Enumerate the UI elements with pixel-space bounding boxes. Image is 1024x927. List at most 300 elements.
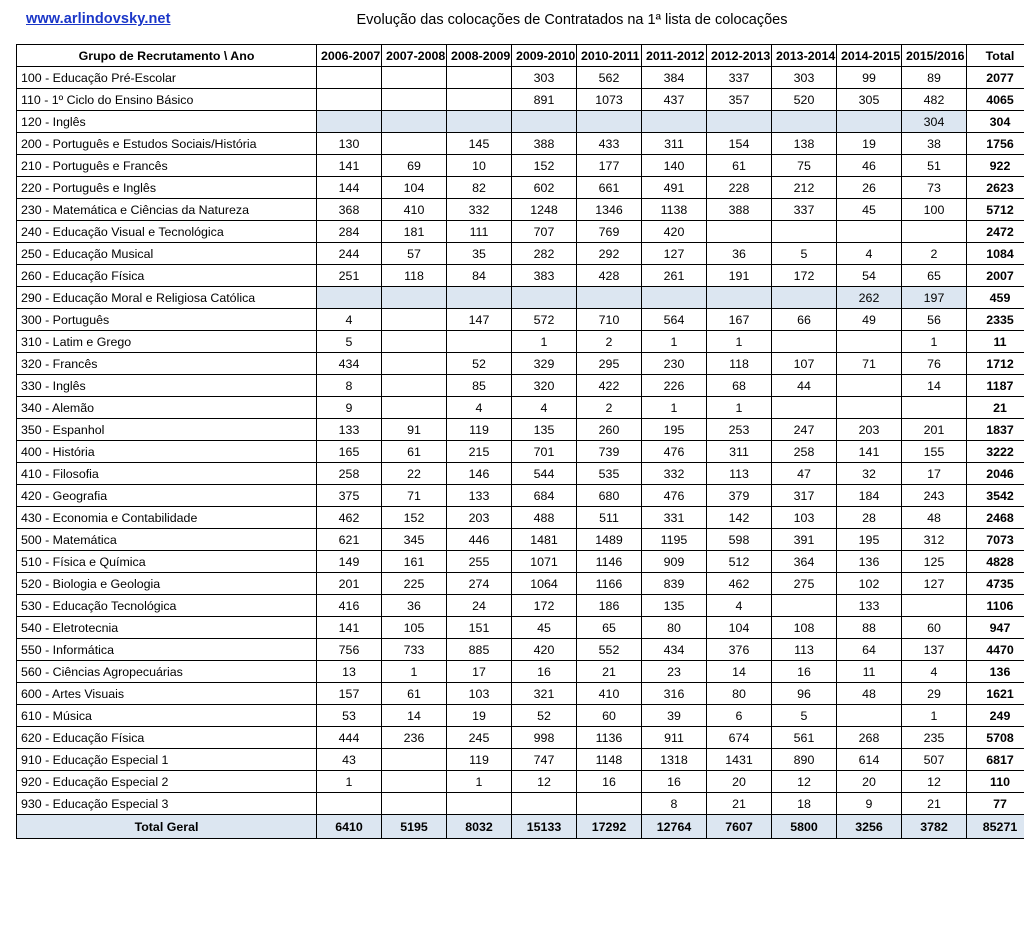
cell-value: 119 xyxy=(447,749,512,771)
cell-value: 303 xyxy=(772,67,837,89)
cell-value: 60 xyxy=(577,705,642,727)
cell-value: 2 xyxy=(902,243,967,265)
cell-value: 337 xyxy=(772,199,837,221)
row-label: 210 - Português e Francês xyxy=(17,155,317,177)
table-body xyxy=(17,67,1024,839)
cell-value: 43 xyxy=(317,749,382,771)
cell-value: 11 xyxy=(837,661,902,683)
cell-value: 60 xyxy=(902,617,967,639)
table-row xyxy=(17,265,1024,287)
cell-value: 149 xyxy=(317,551,382,573)
cell-value: 251 xyxy=(317,265,382,287)
row-total: 1712 xyxy=(967,353,1024,375)
row-total: 2007 xyxy=(967,265,1024,287)
cell-value: 172 xyxy=(512,595,577,617)
cell-value: 284 xyxy=(317,221,382,243)
row-total: 1756 xyxy=(967,133,1024,155)
cell-value: 602 xyxy=(512,177,577,199)
cell-value: 511 xyxy=(577,507,642,529)
cell-value: 1166 xyxy=(577,573,642,595)
cell-value: 119 xyxy=(447,419,512,441)
table-row xyxy=(17,89,1024,111)
cell-value: 998 xyxy=(512,727,577,749)
cell-value: 1 xyxy=(512,331,577,353)
cell-value: 22 xyxy=(382,463,447,485)
grand-total-cell: 15133 xyxy=(512,815,577,839)
row-total: 922 xyxy=(967,155,1024,177)
cell-value xyxy=(447,89,512,111)
cell-value: 331 xyxy=(642,507,707,529)
cell-value: 552 xyxy=(577,639,642,661)
row-total: 11 xyxy=(967,331,1024,353)
cell-value: 303 xyxy=(512,67,577,89)
cell-value: 65 xyxy=(577,617,642,639)
cell-value: 2 xyxy=(577,331,642,353)
table-row xyxy=(17,573,1024,595)
cell-value: 18 xyxy=(772,793,837,815)
cell-value xyxy=(772,287,837,309)
cell-value: 197 xyxy=(902,287,967,309)
cell-value: 53 xyxy=(317,705,382,727)
cell-value: 127 xyxy=(642,243,707,265)
cell-value: 104 xyxy=(382,177,447,199)
cell-value: 1481 xyxy=(512,529,577,551)
row-total: 1084 xyxy=(967,243,1024,265)
row-total: 459 xyxy=(967,287,1024,309)
cell-value: 113 xyxy=(707,463,772,485)
cell-value: 96 xyxy=(772,683,837,705)
cell-value xyxy=(837,397,902,419)
cell-value: 133 xyxy=(317,419,382,441)
row-total: 249 xyxy=(967,705,1024,727)
cell-value: 476 xyxy=(642,485,707,507)
cell-value: 462 xyxy=(317,507,382,529)
cell-value: 16 xyxy=(512,661,577,683)
row-total: 6817 xyxy=(967,749,1024,771)
table-row xyxy=(17,375,1024,397)
cell-value: 103 xyxy=(772,507,837,529)
cell-value: 379 xyxy=(707,485,772,507)
cell-value: 410 xyxy=(577,683,642,705)
cell-value: 462 xyxy=(707,573,772,595)
table-row xyxy=(17,661,1024,683)
cell-value xyxy=(837,221,902,243)
column-header-2008-2009: 2008-2009 xyxy=(447,45,512,67)
cell-value: 80 xyxy=(707,683,772,705)
row-total: 2077 xyxy=(967,67,1024,89)
row-total: 2623 xyxy=(967,177,1024,199)
cell-value: 152 xyxy=(382,507,447,529)
row-label: 550 - Informática xyxy=(17,639,317,661)
row-total: 4828 xyxy=(967,551,1024,573)
row-label: 560 - Ciências Agropecuárias xyxy=(17,661,317,683)
cell-value xyxy=(382,67,447,89)
cell-value xyxy=(382,771,447,793)
cell-value: 19 xyxy=(837,133,902,155)
column-header-2011-2012: 2011-2012 xyxy=(642,45,707,67)
cell-value: 4 xyxy=(447,397,512,419)
cell-value: 102 xyxy=(837,573,902,595)
row-total: 2472 xyxy=(967,221,1024,243)
cell-value: 191 xyxy=(707,265,772,287)
cell-value: 332 xyxy=(642,463,707,485)
row-label: 610 - Música xyxy=(17,705,317,727)
table-row xyxy=(17,551,1024,573)
cell-value: 172 xyxy=(772,265,837,287)
cell-value: 201 xyxy=(317,573,382,595)
cell-value: 61 xyxy=(707,155,772,177)
row-label: 200 - Português e Estudos Sociais/História xyxy=(17,133,317,155)
cell-value: 544 xyxy=(512,463,577,485)
cell-value: 84 xyxy=(447,265,512,287)
cell-value: 1071 xyxy=(512,551,577,573)
cell-value: 701 xyxy=(512,441,577,463)
cell-value xyxy=(317,793,382,815)
cell-value: 203 xyxy=(447,507,512,529)
cell-value xyxy=(772,595,837,617)
cell-value xyxy=(837,111,902,133)
cell-value: 49 xyxy=(837,309,902,331)
grand-total-cell: 7607 xyxy=(707,815,772,839)
cell-value: 146 xyxy=(447,463,512,485)
cell-value: 253 xyxy=(707,419,772,441)
table-row xyxy=(17,155,1024,177)
cell-value: 262 xyxy=(837,287,902,309)
cell-value: 130 xyxy=(317,133,382,155)
cell-value: 674 xyxy=(707,727,772,749)
table-row xyxy=(17,485,1024,507)
cell-value: 507 xyxy=(902,749,967,771)
cell-value: 598 xyxy=(707,529,772,551)
row-total: 1837 xyxy=(967,419,1024,441)
row-total: 5712 xyxy=(967,199,1024,221)
cell-value: 13 xyxy=(317,661,382,683)
table-row xyxy=(17,441,1024,463)
cell-value xyxy=(772,221,837,243)
cell-value xyxy=(317,89,382,111)
cell-value: 1318 xyxy=(642,749,707,771)
page-title: Evolução das colocações de Contratados na 1ª lista de colocações xyxy=(356,12,788,28)
row-label: 520 - Biologia e Geologia xyxy=(17,573,317,595)
table-row xyxy=(17,771,1024,793)
cell-value: 255 xyxy=(447,551,512,573)
cell-value xyxy=(382,89,447,111)
cell-value: 520 xyxy=(772,89,837,111)
row-label: 500 - Matemática xyxy=(17,529,317,551)
cell-value xyxy=(902,221,967,243)
cell-value xyxy=(447,287,512,309)
row-total: 136 xyxy=(967,661,1024,683)
cell-value: 5 xyxy=(772,705,837,727)
cell-value: 433 xyxy=(577,133,642,155)
cell-value: 1 xyxy=(707,331,772,353)
cell-value xyxy=(382,397,447,419)
cell-value: 135 xyxy=(642,595,707,617)
row-label: 910 - Educação Especial 1 xyxy=(17,749,317,771)
row-label: 530 - Educação Tecnológica xyxy=(17,595,317,617)
cell-value: 47 xyxy=(772,463,837,485)
cell-value xyxy=(642,287,707,309)
cell-value: 16 xyxy=(642,771,707,793)
row-label: 340 - Alemão xyxy=(17,397,317,419)
row-label: 260 - Educação Física xyxy=(17,265,317,287)
cell-value: 420 xyxy=(642,221,707,243)
cell-value: 909 xyxy=(642,551,707,573)
row-total: 21 xyxy=(967,397,1024,419)
cell-value xyxy=(382,331,447,353)
cell-value: 154 xyxy=(707,133,772,155)
cell-value: 118 xyxy=(382,265,447,287)
cell-value: 125 xyxy=(902,551,967,573)
cell-value: 82 xyxy=(447,177,512,199)
cell-value: 9 xyxy=(837,793,902,815)
cell-value: 739 xyxy=(577,441,642,463)
cell-value: 157 xyxy=(317,683,382,705)
cell-value: 268 xyxy=(837,727,902,749)
row-total: 2046 xyxy=(967,463,1024,485)
row-label: 250 - Educação Musical xyxy=(17,243,317,265)
cell-value: 16 xyxy=(772,661,837,683)
cell-value: 48 xyxy=(902,507,967,529)
cell-value: 388 xyxy=(512,133,577,155)
table-row xyxy=(17,507,1024,529)
cell-value: 28 xyxy=(837,507,902,529)
cell-value: 108 xyxy=(772,617,837,639)
cell-value: 21 xyxy=(577,661,642,683)
column-header-2007-2008: 2007-2008 xyxy=(382,45,447,67)
cell-value: 710 xyxy=(577,309,642,331)
cell-value: 105 xyxy=(382,617,447,639)
cell-value: 236 xyxy=(382,727,447,749)
cell-value: 488 xyxy=(512,507,577,529)
site-link[interactable]: www.arlindovsky.net xyxy=(26,11,171,27)
row-label: 420 - Geografia xyxy=(17,485,317,507)
column-header-2015-2016: 2015/2016 xyxy=(902,45,967,67)
row-label: 620 - Educação Física xyxy=(17,727,317,749)
table-row xyxy=(17,749,1024,771)
cell-value: 312 xyxy=(902,529,967,551)
row-total: 3542 xyxy=(967,485,1024,507)
cell-value: 491 xyxy=(642,177,707,199)
cell-value xyxy=(837,375,902,397)
cell-value: 64 xyxy=(837,639,902,661)
cell-value: 212 xyxy=(772,177,837,199)
row-total: 1106 xyxy=(967,595,1024,617)
row-total: 1187 xyxy=(967,375,1024,397)
table-row xyxy=(17,617,1024,639)
cell-value: 6 xyxy=(707,705,772,727)
cell-value: 4 xyxy=(837,243,902,265)
cell-value xyxy=(382,287,447,309)
row-total: 1621 xyxy=(967,683,1024,705)
cell-value: 311 xyxy=(707,441,772,463)
cell-value: 38 xyxy=(902,133,967,155)
cell-value: 747 xyxy=(512,749,577,771)
cell-value: 184 xyxy=(837,485,902,507)
cell-value: 261 xyxy=(642,265,707,287)
cell-value: 1 xyxy=(447,771,512,793)
cell-value: 35 xyxy=(447,243,512,265)
table-row xyxy=(17,397,1024,419)
cell-value: 17 xyxy=(902,463,967,485)
row-label: 310 - Latim e Grego xyxy=(17,331,317,353)
row-label: 100 - Educação Pré-Escolar xyxy=(17,67,317,89)
cell-value: 1064 xyxy=(512,573,577,595)
column-header-2014-2015: 2014-2015 xyxy=(837,45,902,67)
cell-value: 245 xyxy=(447,727,512,749)
cell-value: 24 xyxy=(447,595,512,617)
row-total: 4065 xyxy=(967,89,1024,111)
cell-value: 135 xyxy=(512,419,577,441)
grand-total-cell: 8032 xyxy=(447,815,512,839)
cell-value: 57 xyxy=(382,243,447,265)
cell-value: 1146 xyxy=(577,551,642,573)
cell-value: 275 xyxy=(772,573,837,595)
cell-value: 195 xyxy=(837,529,902,551)
row-label: 350 - Espanhol xyxy=(17,419,317,441)
cell-value: 258 xyxy=(772,441,837,463)
column-header-2006-2007: 2006-2007 xyxy=(317,45,382,67)
cell-value: 282 xyxy=(512,243,577,265)
cell-value: 141 xyxy=(317,155,382,177)
cell-value: 226 xyxy=(642,375,707,397)
cell-value: 26 xyxy=(837,177,902,199)
data-table-container xyxy=(16,44,1018,839)
row-label: 290 - Educação Moral e Religiosa Católica xyxy=(17,287,317,309)
cell-value: 661 xyxy=(577,177,642,199)
cell-value: 152 xyxy=(512,155,577,177)
cell-value: 136 xyxy=(837,551,902,573)
cell-value: 215 xyxy=(447,441,512,463)
cell-value: 345 xyxy=(382,529,447,551)
cell-value xyxy=(707,287,772,309)
cell-value: 258 xyxy=(317,463,382,485)
table-row xyxy=(17,463,1024,485)
cell-value: 1 xyxy=(707,397,772,419)
cell-value: 4 xyxy=(512,397,577,419)
cell-value: 45 xyxy=(837,199,902,221)
grand-total-cell: 5800 xyxy=(772,815,837,839)
cell-value: 61 xyxy=(382,683,447,705)
cell-value: 54 xyxy=(837,265,902,287)
table-row xyxy=(17,111,1024,133)
placements-table xyxy=(16,44,1024,839)
cell-value: 428 xyxy=(577,265,642,287)
cell-value: 195 xyxy=(642,419,707,441)
cell-value: 707 xyxy=(512,221,577,243)
cell-value xyxy=(382,353,447,375)
cell-value: 247 xyxy=(772,419,837,441)
cell-value: 71 xyxy=(382,485,447,507)
cell-value: 104 xyxy=(707,617,772,639)
cell-value xyxy=(447,67,512,89)
row-label: 430 - Economia e Contabilidade xyxy=(17,507,317,529)
cell-value xyxy=(772,397,837,419)
cell-value: 434 xyxy=(642,639,707,661)
header-row xyxy=(17,45,1024,67)
cell-value: 19 xyxy=(447,705,512,727)
cell-value: 1 xyxy=(902,331,967,353)
cell-value xyxy=(382,111,447,133)
cell-value: 416 xyxy=(317,595,382,617)
cell-value: 8 xyxy=(317,375,382,397)
cell-value: 228 xyxy=(707,177,772,199)
cell-value: 66 xyxy=(772,309,837,331)
cell-value: 16 xyxy=(577,771,642,793)
cell-value: 75 xyxy=(772,155,837,177)
row-label: 930 - Educação Especial 3 xyxy=(17,793,317,815)
table-row xyxy=(17,133,1024,155)
cell-value: 20 xyxy=(837,771,902,793)
cell-value: 357 xyxy=(707,89,772,111)
cell-value: 1148 xyxy=(577,749,642,771)
cell-value: 5 xyxy=(317,331,382,353)
cell-value: 332 xyxy=(447,199,512,221)
table-row xyxy=(17,67,1024,89)
cell-value: 561 xyxy=(772,727,837,749)
cell-value: 68 xyxy=(707,375,772,397)
cell-value: 292 xyxy=(577,243,642,265)
cell-value: 118 xyxy=(707,353,772,375)
cell-value: 46 xyxy=(837,155,902,177)
cell-value: 446 xyxy=(447,529,512,551)
row-label: 320 - Francês xyxy=(17,353,317,375)
column-header-2012-2013: 2012-2013 xyxy=(707,45,772,67)
table-row xyxy=(17,199,1024,221)
cell-value xyxy=(902,397,967,419)
cell-value: 512 xyxy=(707,551,772,573)
cell-value: 1431 xyxy=(707,749,772,771)
row-label: 400 - História xyxy=(17,441,317,463)
cell-value: 17 xyxy=(447,661,512,683)
column-header-2010-2011: 2010-2011 xyxy=(577,45,642,67)
cell-value: 80 xyxy=(642,617,707,639)
row-label: 410 - Filosofia xyxy=(17,463,317,485)
cell-value: 186 xyxy=(577,595,642,617)
row-total: 7073 xyxy=(967,529,1024,551)
cell-value: 61 xyxy=(382,441,447,463)
cell-value: 316 xyxy=(642,683,707,705)
cell-value: 769 xyxy=(577,221,642,243)
cell-value: 138 xyxy=(772,133,837,155)
cell-value: 1248 xyxy=(512,199,577,221)
row-total: 77 xyxy=(967,793,1024,815)
grand-total-cell: 12764 xyxy=(642,815,707,839)
cell-value: 1136 xyxy=(577,727,642,749)
cell-value: 375 xyxy=(317,485,382,507)
cell-value: 23 xyxy=(642,661,707,683)
cell-value: 562 xyxy=(577,67,642,89)
cell-value xyxy=(382,749,447,771)
cell-value: 137 xyxy=(902,639,967,661)
cell-value xyxy=(707,221,772,243)
cell-value: 51 xyxy=(902,155,967,177)
cell-value xyxy=(317,287,382,309)
cell-value: 482 xyxy=(902,89,967,111)
cell-value: 151 xyxy=(447,617,512,639)
cell-value: 4 xyxy=(317,309,382,331)
cell-value: 203 xyxy=(837,419,902,441)
cell-value: 564 xyxy=(642,309,707,331)
row-total: 947 xyxy=(967,617,1024,639)
cell-value: 911 xyxy=(642,727,707,749)
cell-value: 155 xyxy=(902,441,967,463)
table-row xyxy=(17,331,1024,353)
cell-value: 14 xyxy=(707,661,772,683)
cell-value: 1 xyxy=(317,771,382,793)
column-header-2013-2014: 2013-2014 xyxy=(772,45,837,67)
cell-value: 127 xyxy=(902,573,967,595)
